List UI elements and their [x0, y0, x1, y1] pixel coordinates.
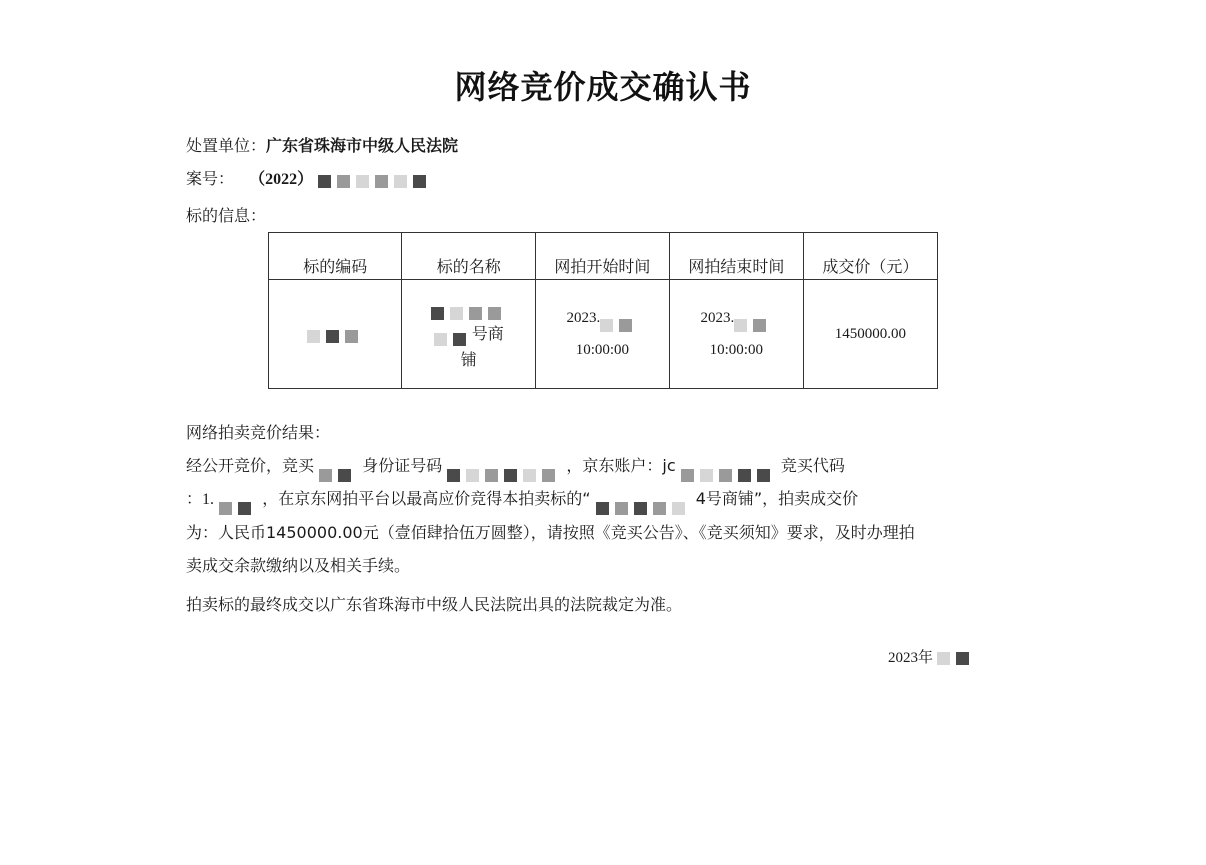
disposal-unit-line [186, 133, 458, 156]
case-number-value: （2022） [249, 171, 314, 188]
result-text-2c: 4号商铺”，拍卖成交价 [695, 489, 859, 508]
end-time: 10:00:00 [709, 342, 763, 358]
table-header-row [269, 233, 938, 280]
end-date: 2023. [700, 310, 735, 326]
header-end-time: 网拍结束时间 [669, 233, 803, 280]
start-date: 2023. [566, 310, 601, 326]
sign-date-text: 2023年 [888, 650, 934, 666]
redacted-bid-code [219, 493, 257, 507]
redacted-id-number [447, 460, 561, 474]
result-text-2a: ：1. [186, 491, 215, 508]
redacted-end-date [734, 312, 772, 326]
result-line-3: 为：人民币1450000.00元（壹佰肆拾伍万圆整），请按照《竞买公告》、《竞买须知》要求，及时办理拍 [186, 523, 915, 542]
redacted-subject-name [596, 493, 691, 507]
case-number-label: 案号： [186, 169, 235, 188]
result-label: 网络拍卖竞价结果： [186, 423, 331, 442]
redacted-start-date [600, 312, 638, 326]
redacted-name-mid [434, 328, 472, 342]
header-start-time: 网拍开始时间 [535, 233, 669, 280]
redacted-case-number [318, 173, 432, 187]
disposal-unit-label: 处置单位： [186, 136, 267, 155]
cell-start-time [535, 280, 669, 389]
name-suffix: 号商 [471, 324, 504, 343]
redacted-bidder [319, 460, 357, 474]
case-number-line [186, 166, 432, 189]
result-line-1 [186, 449, 1026, 482]
redacted-sign-date [937, 652, 975, 666]
subject-info-label: 标的信息： [186, 206, 267, 225]
result-text-1b: 身份证号码 [362, 456, 443, 475]
result-text-1a: 经公开竞价，竞买 [186, 456, 315, 475]
result-text-1c: ，京东账户：jc [566, 456, 676, 475]
header-price: 成交价（元） [803, 233, 937, 280]
cell-end-time [669, 280, 803, 389]
final-note: 拍卖标的最终成交以广东省珠海市中级人民法院出具的法院裁定为准。 [186, 595, 683, 614]
document-title: 网络竞价成交确认书 [454, 68, 752, 106]
signature-date [888, 646, 975, 667]
start-time: 10:00:00 [575, 342, 630, 358]
redacted-account [681, 460, 776, 474]
redacted-code [307, 328, 364, 342]
result-line-4: 卖成交余款缴纳以及相关手续。 [186, 556, 411, 575]
disposal-unit-value: 广东省珠海市中级人民法院 [266, 136, 459, 155]
subject-table [268, 232, 938, 389]
result-paragraph [186, 449, 1026, 582]
header-code: 标的编码 [269, 233, 402, 280]
redacted-name-top [431, 302, 507, 316]
result-text-2b: ，在京东网拍平台以最高应价竞得本拍卖标的“ [262, 489, 591, 508]
cell-name [402, 280, 535, 389]
header-name: 标的名称 [402, 233, 535, 280]
cell-price: 1450000.00 [803, 280, 937, 389]
table-row [269, 280, 938, 389]
result-text-1d: 竞买代码 [780, 456, 845, 475]
result-line-2 [186, 482, 1026, 516]
name-suffix-2: 铺 [460, 350, 477, 369]
cell-code [269, 280, 402, 389]
